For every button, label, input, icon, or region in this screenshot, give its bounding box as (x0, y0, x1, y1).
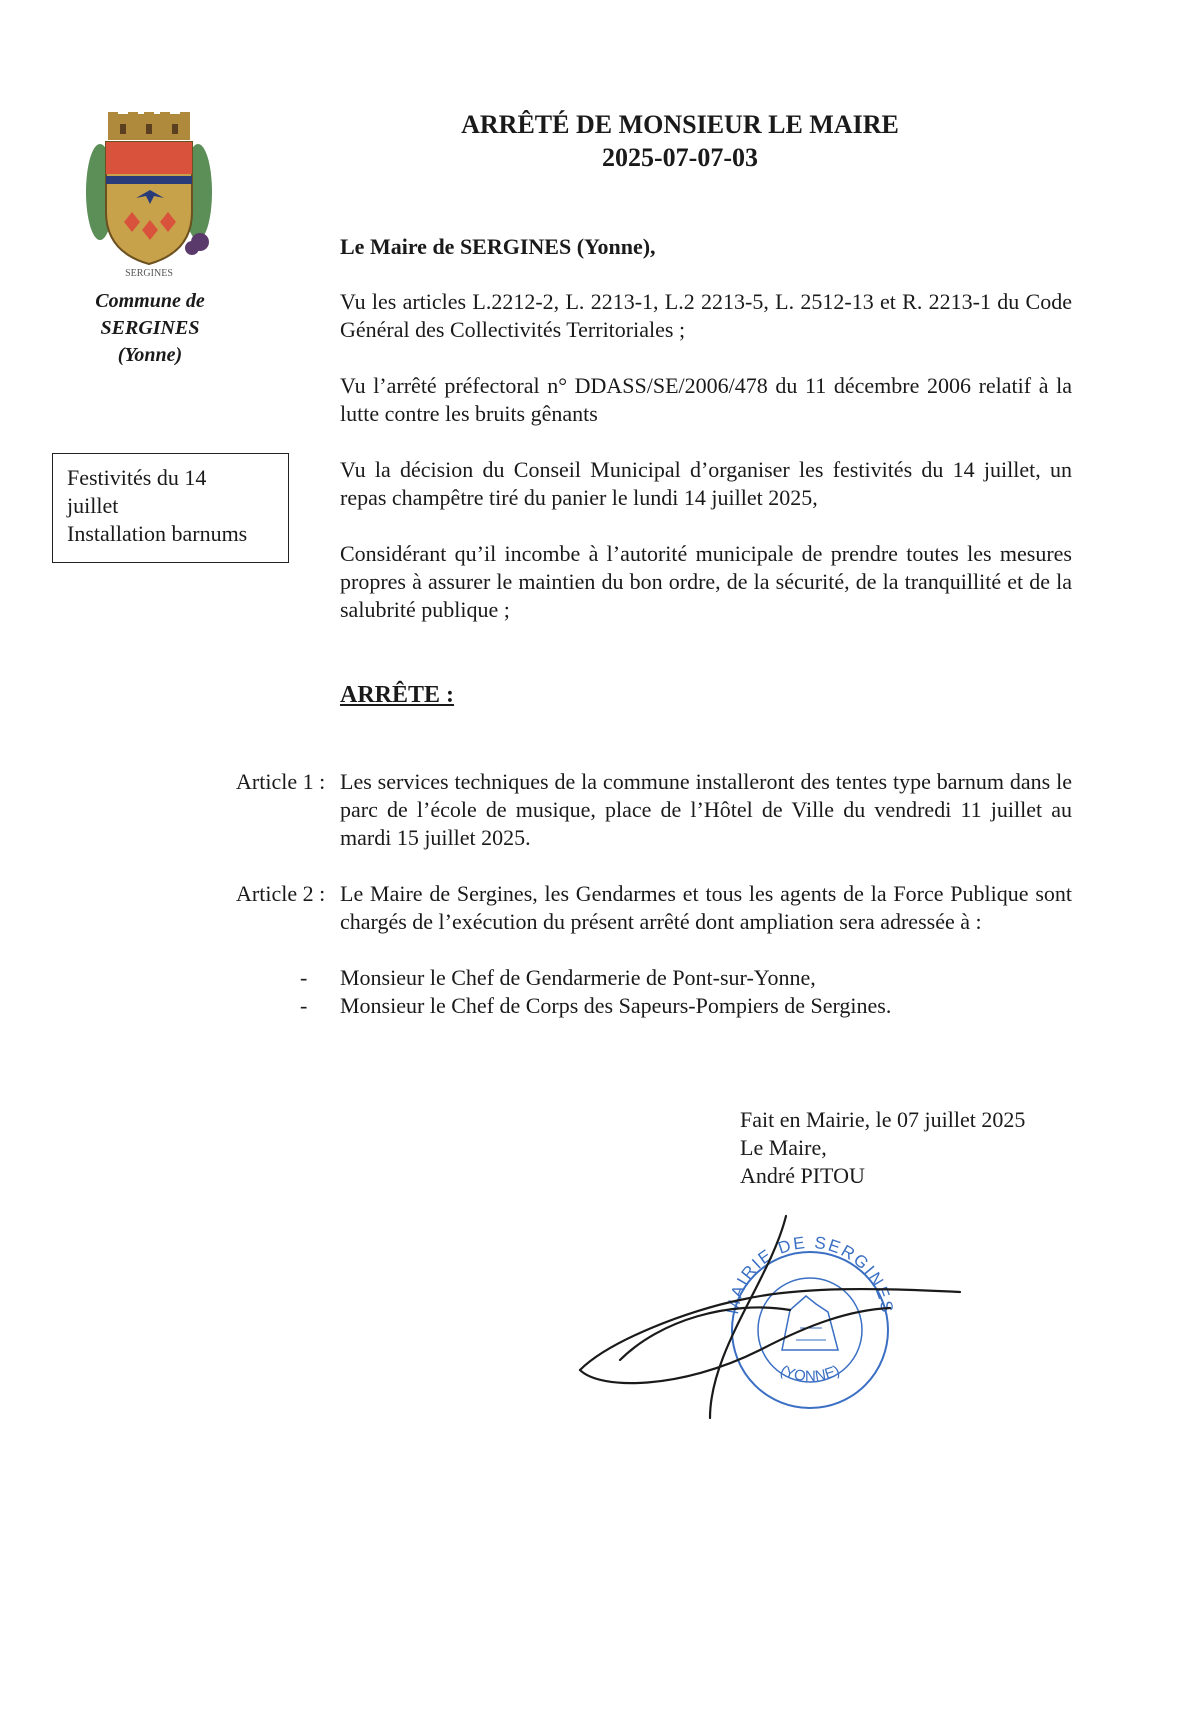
article-2 (236, 880, 1072, 936)
place-date: Fait en Mairie, le 07 juillet 2025 (740, 1107, 1026, 1132)
vu-paragraph-3: Vu la décision du Conseil Municipal d’organiser les festivités du 14 juillet, un repas champêtre tiré du panier le lundi 14 juillet 2025, (340, 457, 1072, 510)
crest-label: SERGINES (125, 268, 173, 279)
commune-line: SERGINES (100, 317, 200, 339)
stamp-text-top: MAIRIE DE SERGINES (722, 1232, 897, 1316)
signature-and-stamp (560, 1200, 980, 1430)
mairie-stamp (723, 1233, 897, 1408)
recipient-text: Monsieur le Chef de Gendarmerie de Pont-sur-Yonne, (340, 965, 816, 990)
commune-name (60, 288, 240, 369)
document-title (360, 108, 1000, 174)
subject-line: juillet (67, 493, 119, 518)
subject-box (52, 453, 289, 563)
signature-block (740, 1106, 1025, 1190)
arrete-number: 2025-07-07-03 (602, 143, 758, 172)
list-dash: - (300, 965, 308, 990)
vu-paragraph-1: Vu les articles L.2212-2, L. 2213-1, L.2 2213-5, L. 2512-13 et R. 2213-1 du Code Général des Collectivités Territoriales ; (340, 289, 1072, 342)
coat-of-arms-logo (80, 112, 218, 280)
subject-line: Festivités du 14 (67, 465, 207, 490)
svg-text:(YONNE) (778, 1362, 843, 1385)
arrete-heading: ARRÊTE : (340, 682, 455, 708)
article-text: Le Maire de Sergines, les Gendarmes et tous les agents de la Force Publique sont chargés de l’exécution du présent arrêté dont ampliation sera adressée à : (340, 881, 1072, 934)
commune-line: (Yonne) (117, 344, 183, 366)
list-dash: - (300, 993, 308, 1018)
commune-line: Commune de (95, 290, 205, 312)
article-label: Article 1 : (236, 769, 326, 794)
article-label: Article 2 : (236, 881, 326, 906)
article-text: Les services techniques de la commune installeront des tentes type barnum dans le parc de l’école de musique, place de l’Hôtel de Ville du vendredi 11 juillet au mardi 15 juillet 2025. (340, 769, 1072, 850)
title-line: ARRÊTÉ DE MONSIEUR LE MAIRE (461, 110, 899, 139)
article-1 (236, 768, 1072, 852)
stamp-text-bottom: (YONNE) (777, 1362, 843, 1386)
signatory-name: André PITOU (740, 1163, 865, 1188)
maire-heading: Le Maire de SERGINES (Yonne), (340, 234, 656, 259)
recipient-text: Monsieur le Chef de Corps des Sapeurs-Pompiers de Sergines. (340, 993, 892, 1018)
subject-line: Installation barnums (67, 521, 248, 546)
signatory-role: Le Maire, (740, 1135, 827, 1160)
vu-paragraph-2: Vu l’arrêté préfectoral n° DDASS/SE/2006/478 du 11 décembre 2006 relatif à la lutte contre les bruits gênants (340, 373, 1072, 426)
considerant-paragraph: Considérant qu’il incombe à l’autorité municipale de prendre toutes les mesures propres à assurer le maintien du bon ordre, de la sécurité, de la tranquillité et de la salubrité publique ; (340, 541, 1072, 622)
